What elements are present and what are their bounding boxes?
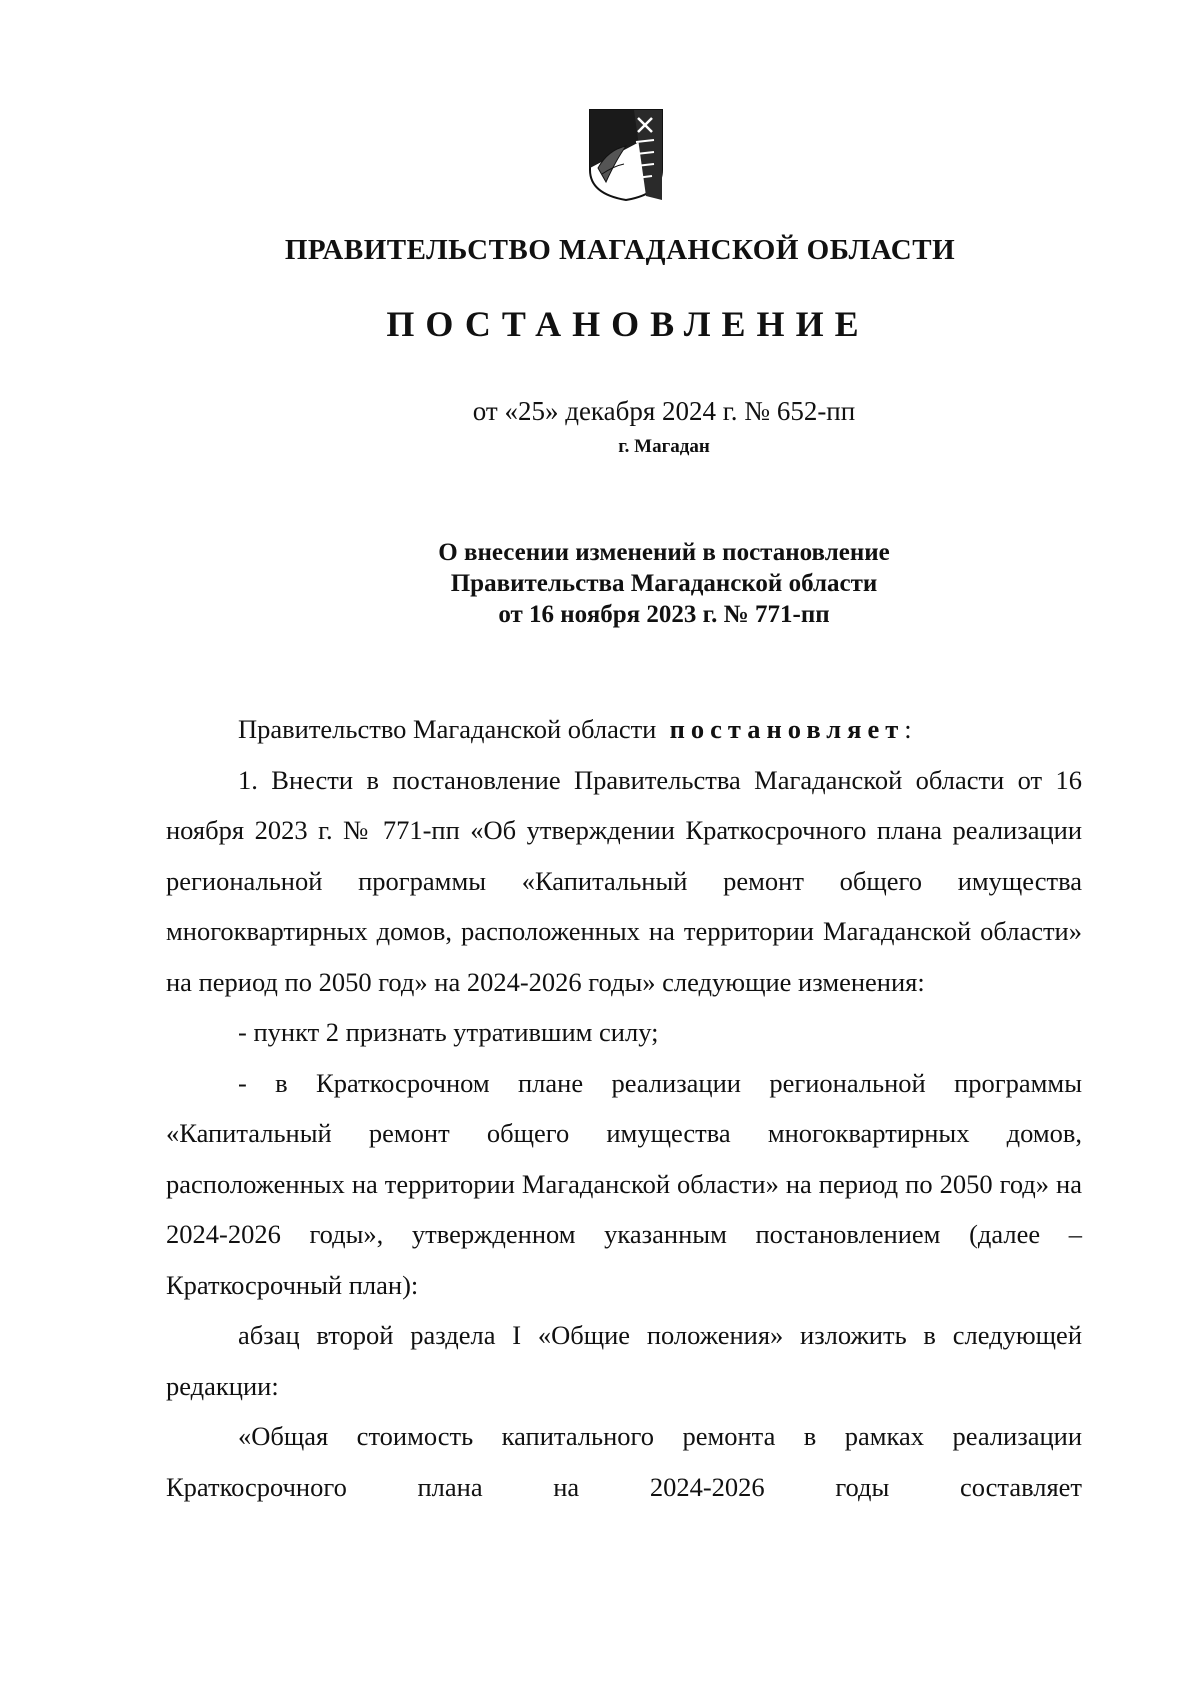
document-city: г. Магадан [618, 436, 710, 457]
intro-text: Правительство Магаданской области [238, 714, 657, 744]
paragraph-5: «Общая стоимость капитального ремонта в рамках реализации Краткосрочного плана на 2024-2026 годы составляет [166, 1421, 1082, 1502]
government-title: ПРАВИТЕЛЬСТВО МАГАДАНСКОЙ ОБЛАСТИ [284, 234, 956, 266]
document-type: ПОСТАНОВЛЕНИЕ [386, 304, 870, 344]
intro-colon: : [904, 714, 912, 744]
subject-line: О внесении изменений в постановление [438, 539, 890, 566]
subject-line: Правительства Магаданской области [450, 570, 878, 597]
resolves-word: постановляет [669, 714, 905, 744]
paragraph-2: - пункт 2 признать утратившим силу; [238, 1017, 659, 1047]
document-subject [160, 537, 1124, 630]
paragraph-4: абзац второй раздела I «Общие положения» изложить в следующей редакции: [166, 1320, 1082, 1401]
magadan-coat-of-arms-icon [588, 108, 664, 202]
paragraph-1: 1. Внести в постановление Правительства Магаданской области от 16 ноября 2023 г. № 771-пп «Об утверждении Краткосрочного плана реализации региональной программы «Капитальный ремонт общего имущества многоквартирных домов, расположенных на территории Магаданской области» на период по 2050 год» на 2024-2026 годы» следующие изменения: [166, 764, 1082, 997]
document-date-number: от «25» декабря 2024 г. № 652-пп [472, 396, 856, 426]
intro-paragraph [166, 704, 1082, 755]
paragraph-3: - в Краткосрочном плане реализации региональной программы «Капитальный ремонт общего имущества многоквартирных домов, расположенных на территории Магаданской области» на период по 2050 год» на 2024-2026 годы», утвержденном указанным постановлением (далее – Краткосрочный план): [166, 1067, 1082, 1300]
subject-line: от 16 ноября 2023 г. № 771-пп [498, 601, 830, 628]
document-body [166, 704, 1082, 1512]
